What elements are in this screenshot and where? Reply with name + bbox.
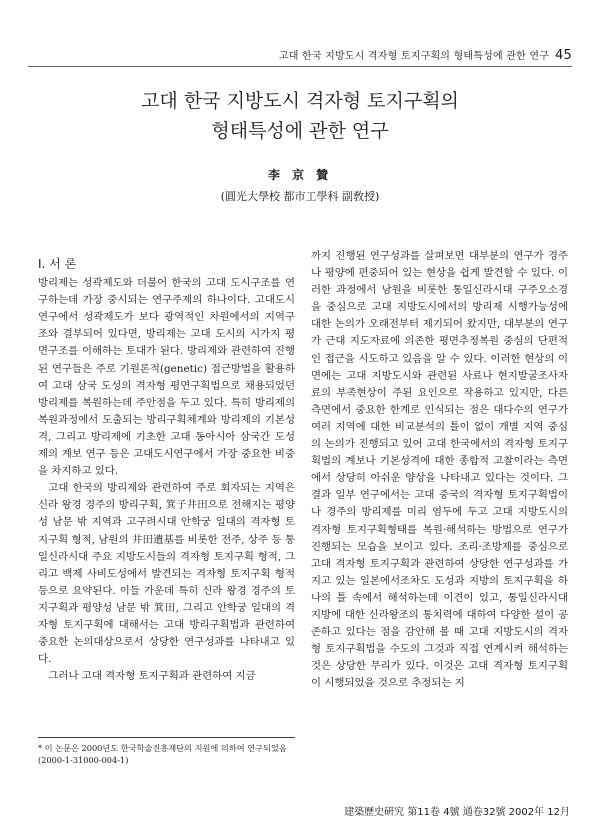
footnote-rule	[38, 737, 295, 738]
running-head-title: 고대 한국 지방도시 격자형 토지구획의 형태특성에 관한 연구	[278, 51, 550, 62]
body-paragraph: 까지 진행된 연구성과를 살펴보면 대부분의 연구가 경주나 평양에 편중되어 있는 현상을 쉽게 발견할 수 있다. 이러한 과정에서 남원을 비롯한 통일신라시대 구주오소경을 중심으로 고대 지방도시에서의 방리제 시행가능성에 대한 논의가 오래전부터 제기되어 왔지만, 대부분의 연구가 근대 지도자료에 의존한 평면추정복원 중심의 단편적인 접근을 시도하고 있음을 알 수 있다. 이러한 현상의 이면에는 고대 지방도시와 관련된 사료나 현지발굴조사자료의 부족현상이 주된 요인으로 작용하고 있지만, 다른 측면에서 중요한 한계로 인식되는 점은 대다수의 연구가 여러 지역에 대한 비교분석의 틀이 없이 개별 지역 중심의 논의가 진행되고 있어 고대 한국에서의 격자형 토지구획법의 계보나 기본성격에 대한 종합적 고찰이라는 측면에서 상당히 아쉬운 양상을 나타내고 있다는 것이다. 그 결과 일부 연구에서는 고대 중국의 격자형 토지구획법이나 경주의 방리제를 미리 염두에 두고 고대 지방도시의 격자형 토지구획형태를 복원·해석하는 방법으로 연구가 진행되는 모습을 보이고 있다. 조리·조방제를 중심으로 고대 격자형 토지구획과 관련하여 상당한 연구성과를 가지고 있는 일본에서조차도 도성과 지방의 토지구획을 하나의 틀 속에서 해석하는데 이견이 있고, 통일신라시대 지방에 대한 신라왕조의 통치력에 대하여 다양한 설이 공존하고 있다는 점을 감안해 볼 때 고대 지방도시의 격자형 토지구획법을 수도의 그것과 직접 연계시켜 해석하는 것은 상당한 무리가 있다. 이것은 고대 격자형 토지구획이 시행되었을 것으로 추정되는 지	[311, 250, 568, 690]
left-column	[38, 248, 295, 685]
body-paragraph: 고대 한국의 방리제와 관련하여 주로 회자되는 지역은 신라 왕경 경주의 방리구획, 箕子井田으로 전해지는 평양성 남문 밖 지역과 고구려시대 안학궁 일대의 격자형 토지구획 형적, 남원의 井田遺基를 비롯한 전주, 상주 등 통일신라시대 주요 지방도시들의 격자형 토지구획 형적, 그리고 백제 사비도성에서 발견되는 격자형 토지구획 형적 등으로 요약된다. 이들 가운데 특히 신라 왕경 경주의 토지구획과 평양성 남문 밖 箕田, 그리고 안학궁 일대의 격자형 토지구획에 대해서는 고대 방리구획법과 관련하여 중요한 논의대상으로서 상당한 연구성과를 나타내고 있다.	[38, 482, 295, 666]
journal-footer: 建築歷史硏究 第11卷 4號 通卷32號 2002年 12月	[344, 807, 570, 818]
page-number: 45	[555, 48, 572, 63]
author-name: 李 京 贊	[267, 168, 333, 182]
running-head	[279, 47, 572, 63]
title-line-2: 형태특성에 관한 연구	[211, 120, 389, 142]
body-paragraph: 그러나 고대 격자형 토지구획과 관련하여 지금	[48, 670, 256, 683]
title-line-1: 고대 한국 지방도시 격자형 토지구획의	[141, 90, 459, 112]
section-heading: Ⅰ. 서 론	[38, 257, 77, 271]
body-paragraph: 방리제는 성곽제도와 더불어 한국의 고대 도시구조를 연구하는데 가장 중시되는 연구주제의 하나이다. 고대도시연구에서 성곽제도가 보다 광역적인 차원에서의 지역구조와 결부되어 있다면, 방리제는 고대 도시의 시가지 평면구조를 이해하는 토대가 된다. 방리제와 관련하여 진행된 연구들은 주로 기원론적(genetic) 접근방법을 활용하여 고대 삼국 도성의 격자형 평면구획법으로 채용되었던 방리제를 복원하는데 주안점을 두고 있다. 특히 방리제의 복원과정에서 도출되는 방리구획체계와 방리제의 기본성격, 그리고 방리제에 기초한 고대 동아시아 삼국간 도성제의 계보 연구 등은 고대도시연구에서 가장 중요한 비중을 차지하고 있다.	[38, 277, 295, 478]
right-column	[311, 248, 568, 692]
author-affiliation: (圓光大學校 都市工學科 副敎授)	[220, 190, 380, 203]
paper-title	[0, 86, 600, 146]
header-rule	[28, 66, 572, 67]
footnote: * 이 논문은 2000년도 한국학술진흥재단의 지원에 의하여 연구되었음(2000-1-31000-004-1)	[38, 743, 287, 765]
